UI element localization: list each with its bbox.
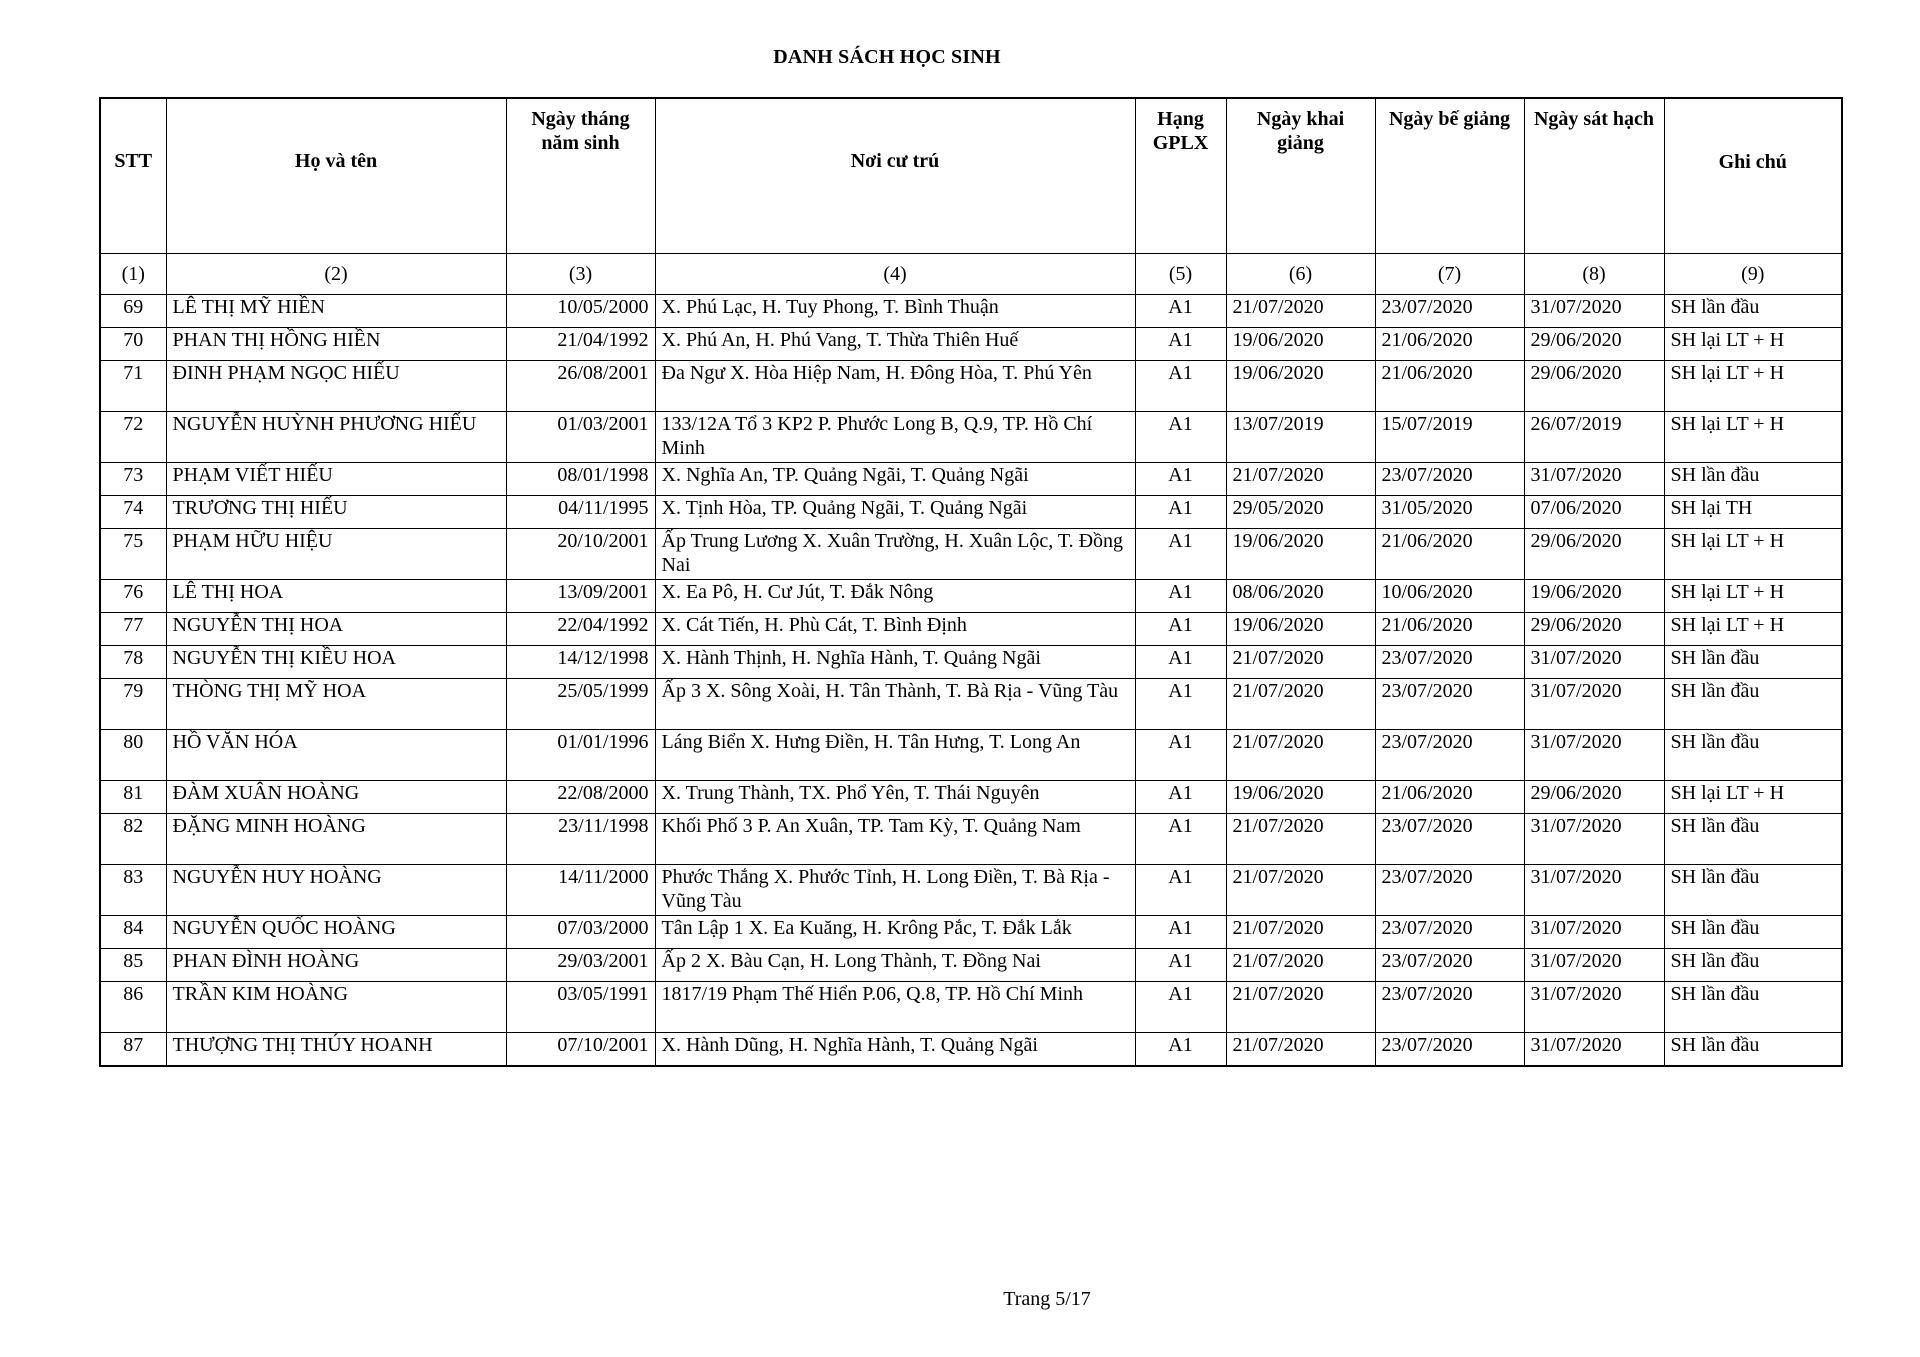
table-row [100, 463, 1842, 496]
dob-cell: 04/11/1995 [506, 496, 655, 529]
license-class-cell: A1 [1135, 814, 1226, 865]
course-end-cell: 23/07/2020 [1375, 916, 1524, 949]
note-cell: SH lại LT + H [1664, 361, 1842, 412]
exam-date-cell: 29/06/2020 [1524, 361, 1664, 412]
address-cell: X. Phú An, H. Phú Vang, T. Thừa Thiên Huế [655, 328, 1135, 361]
stt-cell: 74 [100, 496, 166, 529]
course-end-cell: 21/06/2020 [1375, 328, 1524, 361]
course-start-cell: 29/05/2020 [1226, 496, 1375, 529]
license-class-cell: A1 [1135, 496, 1226, 529]
header-cell: Nơi cư trú [655, 98, 1135, 254]
table-row [100, 328, 1842, 361]
course-end-cell: 21/06/2020 [1375, 613, 1524, 646]
name-cell: THÒNG THỊ MỸ HOA [166, 679, 506, 730]
address-cell: X. Nghĩa An, TP. Quảng Ngãi, T. Quảng Ngãi [655, 463, 1135, 496]
course-start-cell: 21/07/2020 [1226, 982, 1375, 1033]
table-row [100, 361, 1842, 412]
license-class-cell: A1 [1135, 679, 1226, 730]
dob-cell: 03/05/1991 [506, 982, 655, 1033]
name-cell: NGUYỄN HUỲNH PHƯƠNG HIẾU [166, 412, 506, 463]
header-cell: STT [100, 98, 166, 254]
course-end-cell: 23/07/2020 [1375, 646, 1524, 679]
column-number-cell: (1) [100, 254, 166, 295]
stt-cell: 83 [100, 865, 166, 916]
exam-date-cell: 26/07/2019 [1524, 412, 1664, 463]
course-end-cell: 23/07/2020 [1375, 679, 1524, 730]
table-row [100, 916, 1842, 949]
license-class-cell: A1 [1135, 781, 1226, 814]
stt-cell: 85 [100, 949, 166, 982]
dob-cell: 08/01/1998 [506, 463, 655, 496]
student-table [99, 97, 1843, 1067]
address-cell: 133/12A Tổ 3 KP2 P. Phước Long B, Q.9, TP. Hồ Chí Minh [655, 412, 1135, 463]
name-cell: NGUYỄN QUỐC HOÀNG [166, 916, 506, 949]
stt-cell: 69 [100, 295, 166, 328]
license-class-cell: A1 [1135, 949, 1226, 982]
note-cell: SH lại LT + H [1664, 613, 1842, 646]
address-cell: Ấp 3 X. Sông Xoài, H. Tân Thành, T. Bà Rịa - Vũng Tàu [655, 679, 1135, 730]
address-cell: Láng Biển X. Hưng Điền, H. Tân Hưng, T. Long An [655, 730, 1135, 781]
note-cell: SH lần đầu [1664, 865, 1842, 916]
exam-date-cell: 31/07/2020 [1524, 982, 1664, 1033]
exam-date-cell: 31/07/2020 [1524, 463, 1664, 496]
address-cell: X. Phú Lạc, H. Tuy Phong, T. Bình Thuận [655, 295, 1135, 328]
dob-cell: 21/04/1992 [506, 328, 655, 361]
dob-cell: 22/08/2000 [506, 781, 655, 814]
exam-date-cell: 31/07/2020 [1524, 730, 1664, 781]
course-end-cell: 23/07/2020 [1375, 865, 1524, 916]
column-number-cell: (8) [1524, 254, 1664, 295]
name-cell: NGUYỄN THỊ HOA [166, 613, 506, 646]
table-row [100, 982, 1842, 1033]
name-cell: NGUYỄN HUY HOÀNG [166, 865, 506, 916]
address-cell: Khối Phố 3 P. An Xuân, TP. Tam Kỳ, T. Quảng Nam [655, 814, 1135, 865]
exam-date-cell: 29/06/2020 [1524, 613, 1664, 646]
dob-cell: 29/03/2001 [506, 949, 655, 982]
course-start-cell: 21/07/2020 [1226, 679, 1375, 730]
stt-cell: 82 [100, 814, 166, 865]
table-row [100, 295, 1842, 328]
stt-cell: 87 [100, 1033, 166, 1067]
course-start-cell: 13/07/2019 [1226, 412, 1375, 463]
course-start-cell: 19/06/2020 [1226, 361, 1375, 412]
dob-cell: 26/08/2001 [506, 361, 655, 412]
name-cell: HỒ VĂN HÓA [166, 730, 506, 781]
course-start-cell: 21/07/2020 [1226, 1033, 1375, 1067]
course-end-cell: 23/07/2020 [1375, 814, 1524, 865]
license-class-cell: A1 [1135, 613, 1226, 646]
license-class-cell: A1 [1135, 295, 1226, 328]
address-cell: X. Trung Thành, TX. Phổ Yên, T. Thái Nguyên [655, 781, 1135, 814]
dob-cell: 10/05/2000 [506, 295, 655, 328]
address-cell: X. Hành Dũng, H. Nghĩa Hành, T. Quảng Ngãi [655, 1033, 1135, 1067]
exam-date-cell: 31/07/2020 [1524, 295, 1664, 328]
address-cell: Ấp 2 X. Bàu Cạn, H. Long Thành, T. Đồng Nai [655, 949, 1135, 982]
exam-date-cell: 29/06/2020 [1524, 529, 1664, 580]
course-end-cell: 23/07/2020 [1375, 463, 1524, 496]
address-cell: X. Tịnh Hòa, TP. Quảng Ngãi, T. Quảng Ngãi [655, 496, 1135, 529]
page-number: Trang 5/17 [1003, 1288, 1091, 1310]
stt-cell: 75 [100, 529, 166, 580]
stt-cell: 78 [100, 646, 166, 679]
course-end-cell: 23/07/2020 [1375, 1033, 1524, 1067]
note-cell: SH lại LT + H [1664, 328, 1842, 361]
table-row [100, 496, 1842, 529]
note-cell: SH lần đầu [1664, 1033, 1842, 1067]
address-cell: X. Ea Pô, H. Cư Jút, T. Đắk Nông [655, 580, 1135, 613]
exam-date-cell: 31/07/2020 [1524, 1033, 1664, 1067]
exam-date-cell: 31/07/2020 [1524, 865, 1664, 916]
table-row [100, 613, 1842, 646]
course-start-cell: 21/07/2020 [1226, 814, 1375, 865]
dob-cell: 01/03/2001 [506, 412, 655, 463]
dob-cell: 14/12/1998 [506, 646, 655, 679]
header-cell: Họ và tên [166, 98, 506, 254]
license-class-cell: A1 [1135, 730, 1226, 781]
course-start-cell: 19/06/2020 [1226, 613, 1375, 646]
table-row [100, 646, 1842, 679]
address-cell: Ấp Trung Lương X. Xuân Trường, H. Xuân Lộc, T. Đồng Nai [655, 529, 1135, 580]
name-cell: PHAN ĐÌNH HOÀNG [166, 949, 506, 982]
exam-date-cell: 31/07/2020 [1524, 679, 1664, 730]
exam-date-cell: 07/06/2020 [1524, 496, 1664, 529]
stt-cell: 79 [100, 679, 166, 730]
header-cell: Ngày tháng năm sinh [506, 98, 655, 254]
address-cell: Phước Thắng X. Phước Tỉnh, H. Long Điền, T. Bà Rịa - Vũng Tàu [655, 865, 1135, 916]
column-number-cell: (7) [1375, 254, 1524, 295]
table-row [100, 580, 1842, 613]
stt-cell: 73 [100, 463, 166, 496]
document-title: DANH SÁCH HỌC SINH [773, 46, 1001, 68]
address-cell: X. Hành Thịnh, H. Nghĩa Hành, T. Quảng Ngãi [655, 646, 1135, 679]
note-cell: SH lại LT + H [1664, 412, 1842, 463]
column-number-cell: (4) [655, 254, 1135, 295]
name-cell: PHAN THỊ HỒNG HIỀN [166, 328, 506, 361]
note-cell: SH lần đầu [1664, 814, 1842, 865]
license-class-cell: A1 [1135, 865, 1226, 916]
license-class-cell: A1 [1135, 463, 1226, 496]
name-cell: ĐINH PHẠM NGỌC HIẾU [166, 361, 506, 412]
note-cell: SH lần đầu [1664, 916, 1842, 949]
name-cell: TRẦN KIM HOÀNG [166, 982, 506, 1033]
address-cell: X. Cát Tiến, H. Phù Cát, T. Bình Định [655, 613, 1135, 646]
dob-cell: 13/09/2001 [506, 580, 655, 613]
course-start-cell: 21/07/2020 [1226, 646, 1375, 679]
dob-cell: 01/01/1996 [506, 730, 655, 781]
table-row [100, 529, 1842, 580]
table-row [100, 679, 1842, 730]
stt-cell: 86 [100, 982, 166, 1033]
license-class-cell: A1 [1135, 982, 1226, 1033]
note-cell: SH lần đầu [1664, 646, 1842, 679]
note-cell: SH lần đầu [1664, 730, 1842, 781]
name-cell: LÊ THỊ HOA [166, 580, 506, 613]
note-cell: SH lại LT + H [1664, 580, 1842, 613]
course-end-cell: 31/05/2020 [1375, 496, 1524, 529]
course-start-cell: 21/07/2020 [1226, 916, 1375, 949]
course-end-cell: 23/07/2020 [1375, 730, 1524, 781]
dob-cell: 22/04/1992 [506, 613, 655, 646]
course-start-cell: 21/07/2020 [1226, 295, 1375, 328]
table-row [100, 814, 1842, 865]
course-start-cell: 21/07/2020 [1226, 463, 1375, 496]
stt-cell: 71 [100, 361, 166, 412]
column-number-row [100, 254, 1842, 295]
course-start-cell: 19/06/2020 [1226, 328, 1375, 361]
address-cell: 1817/19 Phạm Thế Hiển P.06, Q.8, TP. Hồ Chí Minh [655, 982, 1135, 1033]
note-cell: SH lại TH [1664, 496, 1842, 529]
course-end-cell: 23/07/2020 [1375, 949, 1524, 982]
column-number-cell: (5) [1135, 254, 1226, 295]
name-cell: PHẠM HỮU HIỆU [166, 529, 506, 580]
license-class-cell: A1 [1135, 580, 1226, 613]
dob-cell: 14/11/2000 [506, 865, 655, 916]
stt-cell: 84 [100, 916, 166, 949]
course-start-cell: 21/07/2020 [1226, 949, 1375, 982]
name-cell: PHẠM VIẾT HIẾU [166, 463, 506, 496]
table-row [100, 865, 1842, 916]
header-cell: Hạng GPLX [1135, 98, 1226, 254]
header-cell: Ghi chú [1664, 98, 1842, 254]
table-row [100, 730, 1842, 781]
address-cell: Đa Ngư X. Hòa Hiệp Nam, H. Đông Hòa, T. Phú Yên [655, 361, 1135, 412]
note-cell: SH lần đầu [1664, 982, 1842, 1033]
license-class-cell: A1 [1135, 529, 1226, 580]
dob-cell: 07/03/2000 [506, 916, 655, 949]
stt-cell: 72 [100, 412, 166, 463]
stt-cell: 76 [100, 580, 166, 613]
dob-cell: 23/11/1998 [506, 814, 655, 865]
course-start-cell: 19/06/2020 [1226, 781, 1375, 814]
license-class-cell: A1 [1135, 412, 1226, 463]
header-cell: Ngày sát hạch [1524, 98, 1664, 254]
course-end-cell: 21/06/2020 [1375, 529, 1524, 580]
course-end-cell: 21/06/2020 [1375, 781, 1524, 814]
course-start-cell: 21/07/2020 [1226, 865, 1375, 916]
exam-date-cell: 31/07/2020 [1524, 646, 1664, 679]
header-cell: Ngày khai giảng [1226, 98, 1375, 254]
stt-cell: 77 [100, 613, 166, 646]
dob-cell: 20/10/2001 [506, 529, 655, 580]
course-end-cell: 21/06/2020 [1375, 361, 1524, 412]
license-class-cell: A1 [1135, 361, 1226, 412]
header-row [100, 98, 1842, 254]
note-cell: SH lại LT + H [1664, 529, 1842, 580]
course-end-cell: 10/06/2020 [1375, 580, 1524, 613]
course-start-cell: 19/06/2020 [1226, 529, 1375, 580]
license-class-cell: A1 [1135, 1033, 1226, 1067]
exam-date-cell: 19/06/2020 [1524, 580, 1664, 613]
exam-date-cell: 29/06/2020 [1524, 781, 1664, 814]
name-cell: LÊ THỊ MỸ HIỀN [166, 295, 506, 328]
address-cell: Tân Lập 1 X. Ea Kuăng, H. Krông Pắc, T. Đắk Lắk [655, 916, 1135, 949]
dob-cell: 25/05/1999 [506, 679, 655, 730]
stt-cell: 80 [100, 730, 166, 781]
course-end-cell: 23/07/2020 [1375, 295, 1524, 328]
license-class-cell: A1 [1135, 916, 1226, 949]
name-cell: ĐẶNG MINH HOÀNG [166, 814, 506, 865]
name-cell: THƯỢNG THỊ THÚY HOANH [166, 1033, 506, 1067]
column-number-cell: (6) [1226, 254, 1375, 295]
table-row [100, 412, 1842, 463]
course-start-cell: 08/06/2020 [1226, 580, 1375, 613]
table-row [100, 1033, 1842, 1067]
course-end-cell: 23/07/2020 [1375, 982, 1524, 1033]
note-cell: SH lần đầu [1664, 463, 1842, 496]
table-row [100, 949, 1842, 982]
name-cell: ĐÀM XUÂN HOÀNG [166, 781, 506, 814]
license-class-cell: A1 [1135, 646, 1226, 679]
note-cell: SH lại LT + H [1664, 781, 1842, 814]
stt-cell: 81 [100, 781, 166, 814]
name-cell: NGUYỄN THỊ KIỀU HOA [166, 646, 506, 679]
note-cell: SH lần đầu [1664, 679, 1842, 730]
exam-date-cell: 31/07/2020 [1524, 814, 1664, 865]
course-start-cell: 21/07/2020 [1226, 730, 1375, 781]
course-end-cell: 15/07/2019 [1375, 412, 1524, 463]
name-cell: TRƯƠNG THỊ HIẾU [166, 496, 506, 529]
column-number-cell: (9) [1664, 254, 1842, 295]
column-number-cell: (2) [166, 254, 506, 295]
note-cell: SH lần đầu [1664, 295, 1842, 328]
exam-date-cell: 31/07/2020 [1524, 949, 1664, 982]
exam-date-cell: 31/07/2020 [1524, 916, 1664, 949]
exam-date-cell: 29/06/2020 [1524, 328, 1664, 361]
note-cell: SH lần đầu [1664, 949, 1842, 982]
column-number-cell: (3) [506, 254, 655, 295]
header-cell: Ngày bế giảng [1375, 98, 1524, 254]
stt-cell: 70 [100, 328, 166, 361]
table-row [100, 781, 1842, 814]
dob-cell: 07/10/2001 [506, 1033, 655, 1067]
license-class-cell: A1 [1135, 328, 1226, 361]
